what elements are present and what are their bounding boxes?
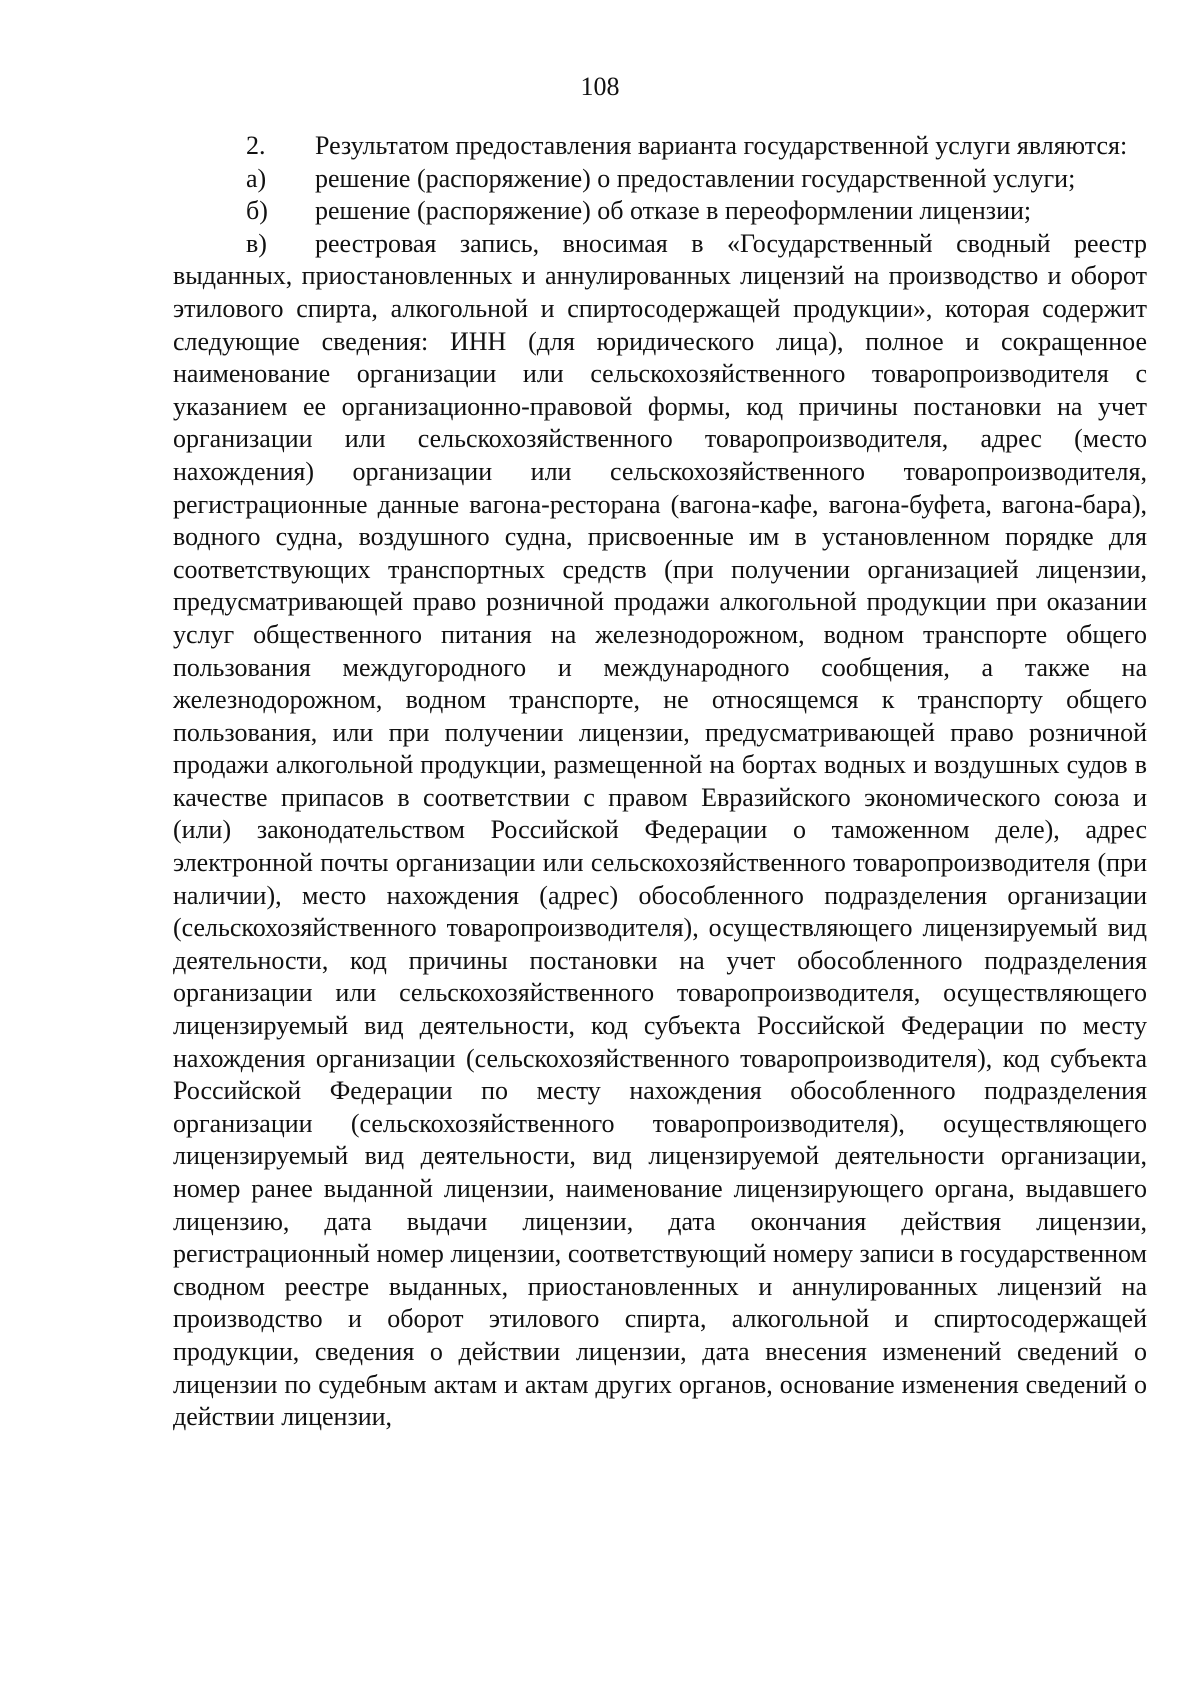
item-2-text: Результатом предоставления варианта государственной услуги являются: (315, 131, 1128, 160)
list-text-a: решение (распоряжение) о предоставлении государственной услуги; (315, 163, 1076, 193)
paragraph-item-2 (173, 130, 1147, 163)
list-item-v (173, 228, 1147, 1434)
list-marker-b: б) (246, 196, 268, 226)
list-marker-a: а) (246, 163, 267, 193)
list-marker-v: в) (246, 228, 267, 258)
document-body (173, 130, 1147, 1434)
list-item-a (173, 163, 1147, 196)
page-number: 108 (580, 72, 620, 101)
list-text-v: реестровая запись, вносимая в «Государственный сводный реестр выданных, приостановленных и аннулированных лицензий на производство и оборот этилового спирта, алкогольной и спиртосодержащей продукции», которая содержит следующие сведения: ИНН (для юридического лица), полное и сокращенное наименование организации или сельскохозяйственного товаропроизводителя с указанием ее организационно-правовой формы, код причины постановки на учет организации или сельскохозяйственного товаропроизводителя, адрес (место нахождения) организации или сельскохозяйственного товаропроизводителя, регистрационные данные вагона-ресторана (вагона-кафе, вагона-буфета, вагона-бара), водного судна, воздушного судна, присвоенные им в установленном порядке для соответствующих транспортных средств (при получении организацией лицензии, предусматривающей право розничной продажи алкогольной продукции при оказании услуг общественного питания на железнодорожном, водном транспорте общего пользования междугородного и международного сообщения, а также на железнодорожном, водном транспорте, не относящемся к транспорту общего пользования, или при получении лицензии, предусматривающей право розничной продажи алкогольной продукции, размещенной на бортах водных и воздушных судов в качестве припасов в соответствии с правом Евразийского экономического союза и (или) законодательством Российской Федерации о таможенном деле), адрес электронной почты организации или сельскохозяйственного товаропроизводителя (при наличии), место нахождения (адрес) обособленного подразделения организации (сельскохозяйственного товаропроизводителя), осуществляющего лицензируемый вид деятельности, код причины постановки на учет обособленного подразделения организации или сельскохозяйственного товаропроизводителя, осуществляющего лицензируемый вид деятельности, код субъекта Российской Федерации по месту нахождения организации (сельскохозяйственного товаропроизводителя), код субъекта Российской Федерации по месту нахождения обособленного подразделения организации (сельскохозяйственного товаропроизводителя), осуществляющего лицензируемый вид деятельности, вид лицензируемой деятельности организации, номер ранее выданной лицензии, наименование лицензирующего органа, выдавшего лицензию, дата выдачи лицензии, дата окончания действия лицензии, регистрационный номер лицензии, соответствующий номеру записи в государственном сводном реестре выданных, приостановленных и аннулированных лицензий на производство и оборот этилового спирта, алкогольной и спиртосодержащей продукции, сведения о действии лицензии, дата внесения изменений сведений о лицензии по судебным актам и актам других органов, основание изменения сведений о действии лицензии, (173, 228, 1147, 1432)
item-2-number: 2. (246, 131, 266, 160)
list-item-b (173, 195, 1147, 228)
list-text-b: решение (распоряжение) об отказе в переоформлении лицензии; (315, 196, 1032, 226)
